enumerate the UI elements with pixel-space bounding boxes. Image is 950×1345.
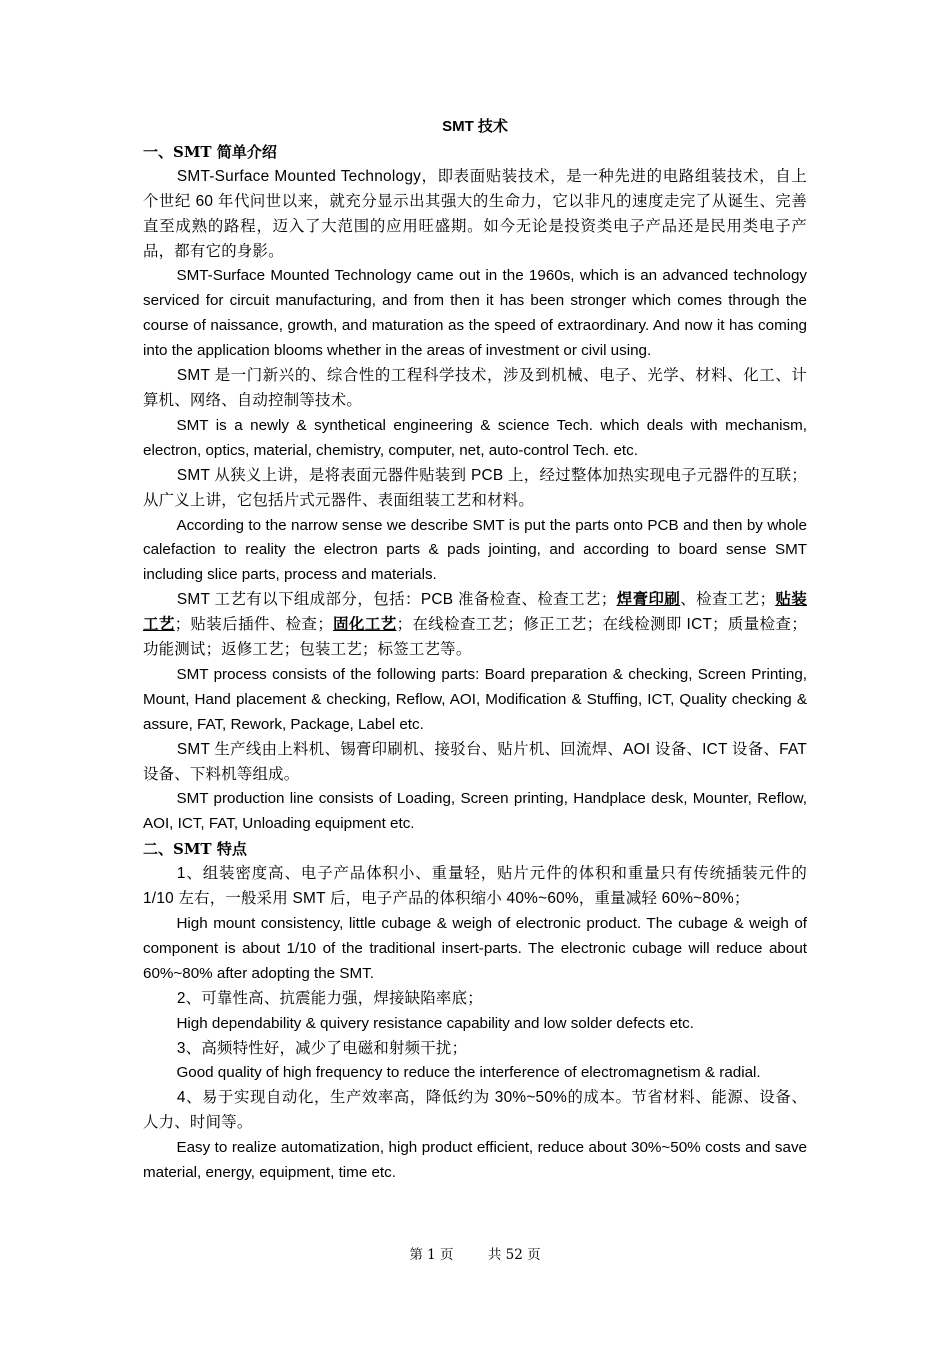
paragraph: According to the narrow sense we describe SMT is put the parts onto PCB and then by whole calefaction to reality the electron parts & pads jointing, and according to board sense SMT including slice parts, process and materials. bbox=[143, 516, 807, 584]
paragraph: SMT-Surface Mounted Technology came out in the 1960s, which is an advanced technology serviced for circuit manufacturing, and from then it has been stronger which comes through the course of naissance, growth, and maturation as the speed of extraordinary. And now it has coming into the application blooms whether in the areas of investment or civil using. bbox=[143, 267, 807, 360]
page-footer bbox=[0, 1246, 950, 1264]
emphasis-solder-paste-printing: 焊膏印刷 bbox=[616, 591, 681, 609]
paragraph: 4、易于实现自动化，生产效率高，降低约为 30%~50%的成本。节省材料、能源、设备、人力、时间等。 bbox=[143, 1089, 807, 1132]
emphasis-curing-process: 固化工艺 bbox=[332, 616, 397, 634]
document-title: SMT 技术 bbox=[442, 118, 508, 135]
emphasis-mounting-process: 贴装工艺 bbox=[143, 591, 807, 634]
paragraph: SMT is a newly & synthetical engineering & science Tech. which deals with mechanism, electron, optics, material, chemistry, computer, net, auto-control Tech. etc. bbox=[143, 416, 807, 459]
paragraph: Easy to realize automatization, high product efficient, reduce about 30%~50% costs and save material, energy, equipment, time etc. bbox=[143, 1139, 807, 1182]
text-run: 、检查工艺； bbox=[680, 591, 776, 609]
paragraph: SMT production line consists of Loading, Screen printing, Handplace desk, Mounter, Reflow, AOI, ICT, FAT, Unloading equipment etc. bbox=[143, 790, 807, 833]
text-run: ；在线检查工艺；修正工艺；在线检测即 ICT；质量检查；功能测试；返修工艺；包装工艺；标签工艺等。 bbox=[143, 616, 807, 659]
process-paragraph bbox=[143, 588, 807, 663]
paragraph: 1、组装密度高、电子产品体积小、重量轻，贴片元件的体积和重量只有传统插装元件的 1/10 左右，一般采用 SMT 后，电子产品的体积缩小 40%~60%，重量减轻 60%~80%； bbox=[143, 865, 807, 908]
paragraph: Good quality of high frequency to reduce the interference of electromagnetism & radial. bbox=[176, 1064, 761, 1082]
paragraph: High mount consistency, little cubage & weigh of electronic product. The cubage & weigh of component is about 1/10 of the traditional insert-parts. The electronic cubage will reduce about 60%~80% after adopting the SMT. bbox=[143, 915, 807, 982]
paragraph: 3、高频特性好，减少了电磁和射频干扰； bbox=[176, 1039, 468, 1057]
paragraph: High dependability & quivery resistance capability and low solder defects etc. bbox=[176, 1014, 694, 1032]
page-number: 第 1 页 bbox=[409, 1247, 454, 1263]
paragraph: 2、可靠性高、抗震能力强，焊接缺陷率底； bbox=[176, 989, 483, 1007]
footer-gap bbox=[454, 1247, 488, 1263]
paragraph: SMT process consists of the following parts: Board preparation & checking, Screen Printing, Mount, Hand placement & checking, Reflow, AOI, Modification & Stuffing, ICT, Quality checking & assure, FAT, Rework, Package, Label etc. bbox=[143, 665, 807, 733]
paragraph: SMT 是一门新兴的、综合性的工程科学技术，涉及到机械、电子、光学、材料、化工、计算机、网络、自动控制等技术。 bbox=[143, 367, 807, 409]
paragraph: SMT 生产线由上料机、锡膏印刷机、接驳台、贴片机、回流焊、AOI 设备、ICT 设备、FAT 设备、下料机等组成。 bbox=[143, 740, 807, 783]
text-run: ；贴装后插件、检查； bbox=[174, 616, 333, 634]
text-run: SMT 工艺有以下组成部分，包括：PCB 准备检查、检查工艺； bbox=[176, 591, 617, 609]
paragraph: SMT 从狭义上讲，是将表面元器件贴装到 PCB 上，经过整体加热实现电子元器件的互联；从广义上讲，它包括片式元器件、表面组装工艺和材料。 bbox=[143, 466, 807, 509]
page-content bbox=[143, 115, 807, 1186]
section-heading-features: 二、SMT 特点 bbox=[143, 840, 247, 859]
paragraph: SMT-Surface Mounted Technology，即表面贴装技术，是一种先进的电路组装技术，自上个世纪 60 年代问世以来，就充分显示出其强大的生命力，它以非凡的速度走完了从诞生、完善直至成熟的路程，迈入了大范围的应用旺盛期。如今无论是投资类电子产品还是民用类电子产品，都有它的身影。 bbox=[143, 167, 807, 260]
page-total: 共 52 页 bbox=[487, 1247, 541, 1263]
section-heading-intro: 一、SMT 简单介绍 bbox=[143, 142, 277, 161]
